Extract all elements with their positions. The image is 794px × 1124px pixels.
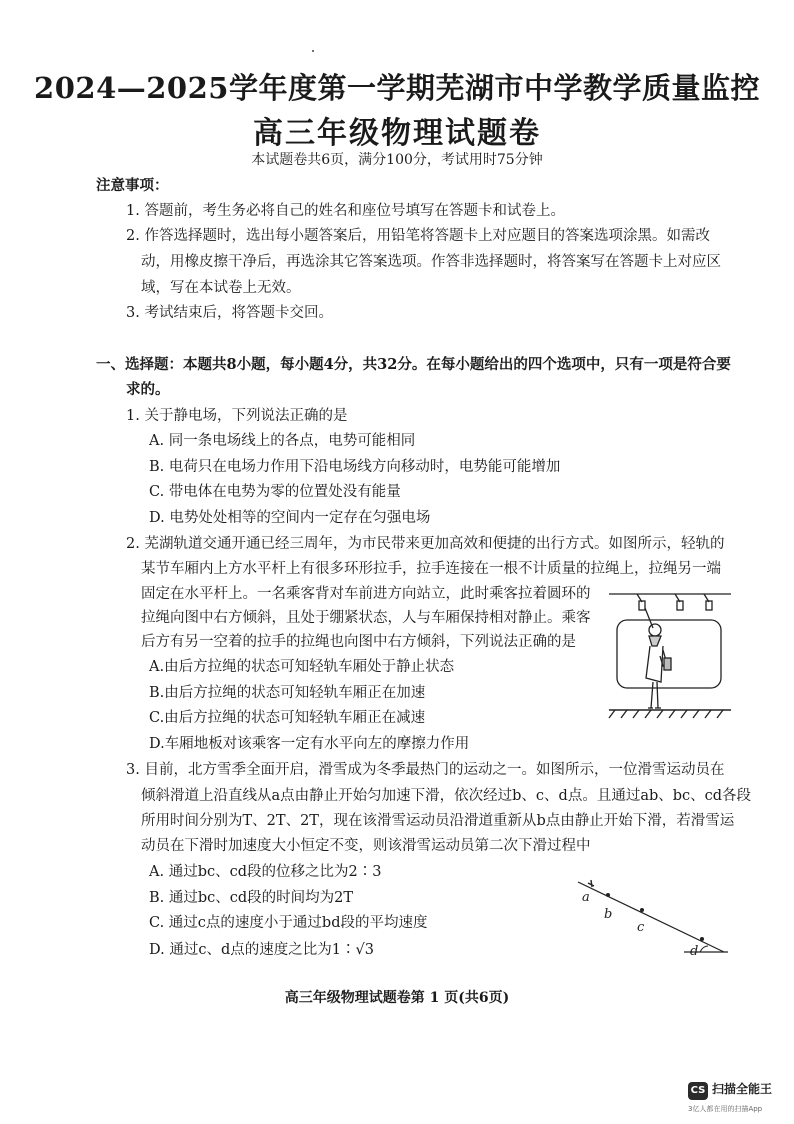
q3-stem-line: 所用时间分别为T、2T、2T，现在该滑雪运动员沿滑道重新从b点由静止开始下滑，若滑雪运 (141, 813, 735, 829)
notice-item: 动，用橡皮擦干净后，再选涂其它答案选项。作答非选择题时，将答案写在答题卡上对应区 (141, 254, 721, 270)
scan-speck (312, 50, 314, 52)
q1-option-d: D. 电势处处相等的空间内一定存在匀强电场 (149, 510, 431, 526)
q3-option-a: A. 通过bc、cd段的位移之比为2∶3 (149, 864, 382, 880)
point-label-a: a (582, 890, 590, 905)
exam-subtitle: 高三年级物理试题卷 (253, 116, 541, 151)
notice-item: 2. 作答选择题时，选出每小题答案后，用铅笔将答题卡上对应题目的答案选项涂黑。如需改 (126, 228, 710, 244)
q2-option-d: D.车厢地板对该乘客一定有水平向左的摩擦力作用 (149, 736, 470, 752)
q2-stem-line: 后方有另一空着的拉手的拉绳也向图中右方倾斜，下列说法正确的是 (141, 634, 576, 650)
q2-option-b: B.由后方拉绳的状态可知轻轨车厢正在加速 (149, 685, 426, 701)
scanner-logo-icon: CS (688, 1082, 708, 1100)
page-footer: 高三年级物理试题卷第 1 页(共6页) (284, 990, 510, 1006)
notice-item: 3. 考试结束后，将答题卡交回。 (126, 305, 333, 321)
q3-stem-line: 倾斜滑道上沿直线从a点由静止开始匀加速下滑，依次经过b、c、d点。且通过ab、bc、cd各段 (141, 788, 752, 804)
q3-stem-line: 动员在下滑时加速度大小恒定不变，则该滑雪运动员第二次下滑过程中 (141, 838, 591, 854)
notice-heading: 注意事项： (96, 177, 169, 194)
q2-stem-line: 2. 芜湖轨道交通开通已经三周年，为市民带来更加高效和便捷的出行方式。如图所示，轻轨的 (126, 536, 725, 552)
q3-option-c: C. 通过c点的速度小于通过bd段的平均速度 (149, 915, 428, 931)
notice-item: 1. 答题前，考生务必将自己的姓名和座位号填写在答题卡和试卷上。 (126, 203, 565, 219)
q2-stem-line: 某节车厢内上方水平杆上有很多环形拉手，拉手连接在一根不计质量的拉绳上，拉绳另一端 (141, 561, 721, 577)
scanner-app-name: 扫描全能王 (712, 1082, 773, 1096)
q3-option-b: B. 通过bc、cd段的时间均为2T (149, 890, 354, 906)
point-label-d: d (690, 944, 699, 958)
section-heading: 一、选择题：本题共8小题，每小题4分，共32分。在每小题给出的四个选项中，只有一项是符合要 (96, 356, 731, 373)
exam-title: 2024—2025学年度第一学期芜湖市中学教学质量监控 (34, 71, 760, 105)
q3-stem-line: 3. 目前，北方雪季全面开启，滑雪成为冬季最热门的运动之一。如图所示，一位滑雪运动员在 (126, 762, 725, 778)
train-passenger-figure (605, 586, 735, 726)
q2-stem-line: 固定在水平杆上。一名乘客背对车前进方向站立，此时乘客拉着圆环的 (141, 586, 591, 602)
section-heading-cont: 求的。 (126, 381, 170, 398)
q3-option-d: D. 通过c、d点的速度之比为1∶√3 (149, 942, 374, 958)
notice-item: 域，写在本试卷上无效。 (141, 280, 301, 296)
q1-stem: 1. 关于静电场，下列说法正确的是 (126, 408, 348, 424)
point-label-c: c (637, 920, 645, 935)
ski-slope-figure (572, 874, 732, 958)
exam-info: 本试题卷共6页，满分100分，考试用时75分钟 (251, 152, 543, 168)
scanner-tagline: 3亿人都在用的扫描App (688, 1105, 763, 1113)
point-label-b: b (604, 907, 613, 922)
q1-option-a: A. 同一条电场线上的各点，电势可能相同 (149, 433, 416, 449)
q2-option-a: A.由后方拉绳的状态可知轻轨车厢处于静止状态 (149, 659, 455, 675)
q2-stem-line: 拉绳向图中右方倾斜，且处于绷紧状态，人与车厢保持相对静止。乘客 (141, 610, 591, 626)
q1-option-b: B. 电荷只在电场力作用下沿电场线方向移动时，电势能可能增加 (149, 459, 561, 475)
q1-option-c: C. 带电体在电势为零的位置处没有能量 (149, 484, 401, 500)
q2-option-c: C.由后方拉绳的状态可知轻轨车厢正在减速 (149, 710, 426, 726)
